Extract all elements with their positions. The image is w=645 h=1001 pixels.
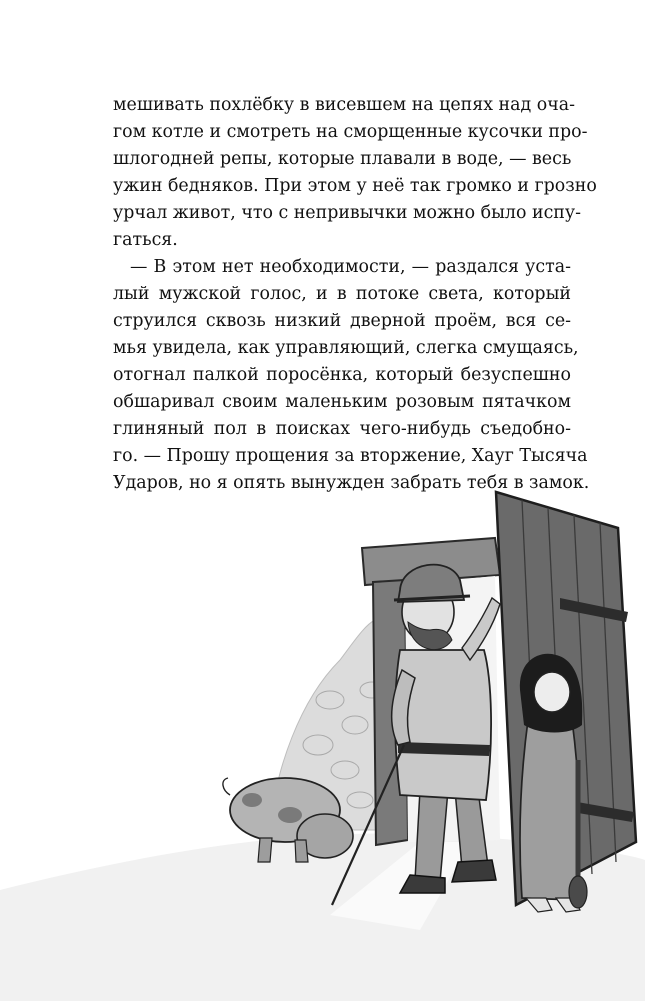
text-line: шлогодней репы, которые плавали в воде, — весь (113, 149, 572, 169)
text-line: — В этом нет необходимости, — раздался уста- (130, 257, 571, 277)
text-line: го. — Прошу прощения за вторжение, Хауг Тысяча (113, 446, 588, 466)
text-line: ужин бедняков. При этом у неё так громко и грозно (113, 176, 597, 196)
text-line: гом котле и смотреть на сморщенные кусочки про- (113, 122, 588, 142)
text-line: урчал живот, что с непривычки можно было испу- (113, 203, 582, 223)
text-line: отогнал палкой поросёнка, который безуспешно (113, 365, 571, 385)
text-line: гаться. (113, 230, 178, 250)
page-text (113, 92, 597, 497)
text-line: Ударов, но я опять вынужден забрать тебя в замок. (113, 473, 590, 493)
text-line: глиняный пол в поисках чего-нибудь съедобно- (113, 419, 571, 439)
text-line: обшаривал своим маленьким розовым пятачком (113, 392, 571, 412)
text-line: мья увидела, как управляющий, слегка смущаясь, (113, 338, 579, 358)
doorway-illustration (0, 475, 645, 1001)
text-line: мешивать похлёбку в висевшем на цепях над оча- (113, 95, 575, 115)
girl-figure (520, 654, 587, 912)
paragraph-2 (113, 254, 590, 497)
text-line: лый мужской голос, и в потоке света, который (113, 284, 571, 304)
paragraph-1 (113, 92, 597, 254)
text-line: струился сквозь низкий дверной проём, вся се- (113, 311, 571, 331)
